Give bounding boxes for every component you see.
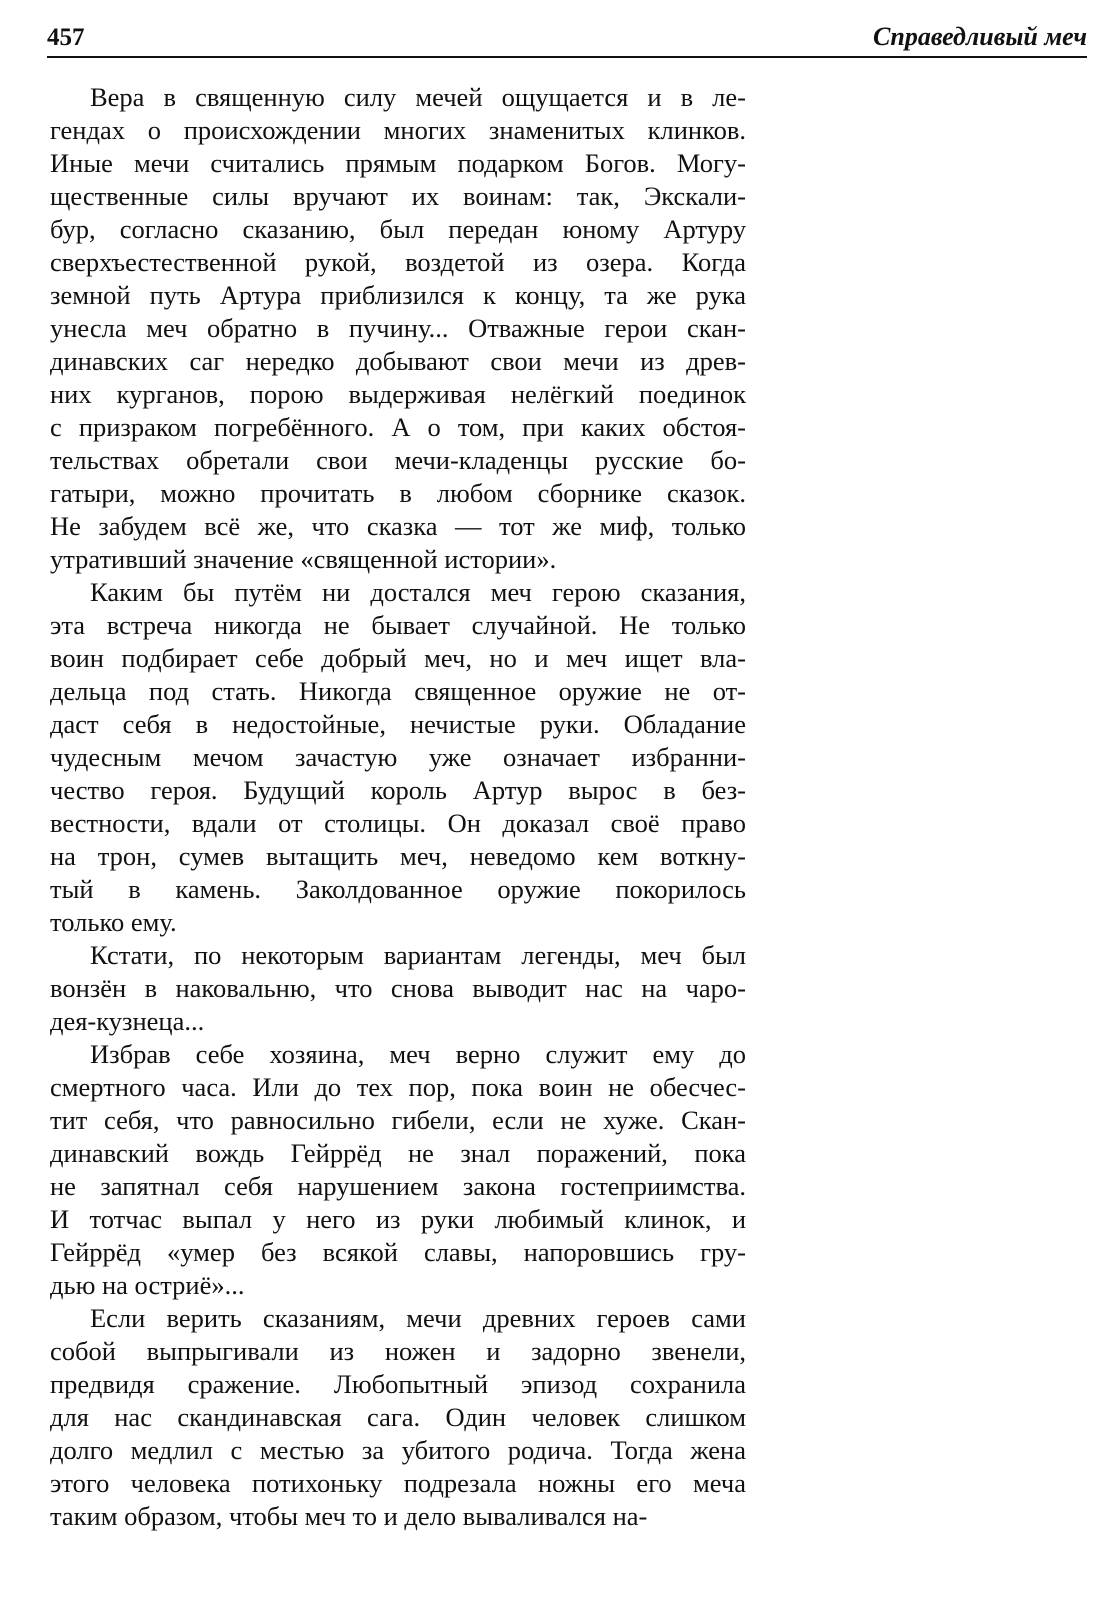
- text-line: воин подбирает себе добрый меч, но и меч ищет вла-: [50, 643, 746, 673]
- text-line: унесла меч обратно в пучину... Отважные герои скан-: [50, 313, 746, 343]
- text-line: предвидя сражение. Любопытный эпизод сохранила: [50, 1369, 746, 1399]
- text-line: Гейррёд «умер без всякой славы, напоровшись гру-: [50, 1237, 746, 1267]
- text-line: дея-кузнеца...: [50, 1006, 205, 1036]
- text-line: Вера в священную силу мечей ощущается и в ле-: [90, 82, 746, 112]
- text-line: на трон, сумев вытащить меч, неведомо кем воткну-: [50, 841, 746, 871]
- text-line: чество героя. Будущий король Артур вырос в без-: [50, 775, 746, 805]
- text-line: долго медлил с местью за убитого родича. Тогда жена: [50, 1435, 746, 1465]
- page-header: [47, 14, 1087, 58]
- text-line: собой выпрыгивали из ножен и задорно звенели,: [50, 1336, 746, 1366]
- text-line: бур, согласно сказанию, был передан юному Артуру: [50, 214, 746, 244]
- body-text: [50, 81, 746, 1533]
- text-line: для нас скандинавская сага. Один человек слишком: [50, 1402, 746, 1432]
- text-line: утративший значение «священной истории».: [50, 544, 557, 574]
- text-line: Кстати, по некоторым вариантам легенды, меч был: [90, 940, 746, 970]
- paragraph: [50, 576, 746, 939]
- text-line: только ему.: [50, 907, 177, 937]
- text-line: чудесным мечом зачастую уже означает избранни-: [50, 742, 746, 772]
- text-line: Каким бы путём ни достался меч герою сказания,: [90, 577, 746, 607]
- text-line: эта встреча никогда не бывает случайной. Не только: [50, 610, 746, 640]
- text-line: тый в камень. Заколдованное оружие покорилось: [50, 874, 746, 904]
- text-line: гатыри, можно прочитать в любом сборнике сказок.: [50, 478, 746, 508]
- paragraph: [50, 81, 746, 576]
- text-line: вонзён в наковальню, что снова выводит нас на чаро-: [50, 973, 746, 1003]
- text-line: Избрав себе хозяина, меч верно служит ему до: [90, 1039, 746, 1069]
- text-line: них курганов, порою выдерживая нелёгкий поединок: [50, 379, 746, 409]
- text-line: этого человека потихоньку подрезала ножны его меча: [50, 1468, 746, 1498]
- text-line: Иные мечи считались прямым подарком Богов. Могу-: [50, 148, 746, 178]
- text-line: таким образом, чтобы меч то и дело вываливался на-: [50, 1501, 648, 1531]
- text-line: дельца под стать. Никогда священное оружие не от-: [50, 676, 746, 706]
- paragraph: [50, 939, 746, 1038]
- text-line: тит себя, что равносильно гибели, если не хуже. Скан-: [50, 1105, 746, 1135]
- paragraph: [50, 1302, 746, 1533]
- page-number: 457: [47, 24, 85, 51]
- text-line: динавский вождь Гейррёд не знал поражений, пока: [50, 1138, 746, 1168]
- paragraph: [50, 1038, 746, 1302]
- text-line: не запятнал себя нарушением закона гостеприимства.: [50, 1171, 746, 1201]
- text-line: земной путь Артура приблизился к концу, та же рука: [50, 280, 746, 310]
- text-line: И тотчас выпал у него из руки любимый клинок, и: [50, 1204, 746, 1234]
- text-line: щественные силы вручают их воинам: так, Экскали-: [50, 181, 746, 211]
- text-line: Если верить сказаниям, мечи древних героев сами: [90, 1303, 746, 1333]
- text-line: сверхъестественной рукой, воздетой из озера. Когда: [50, 247, 746, 277]
- text-line: вестности, вдали от столицы. Он доказал своё право: [50, 808, 746, 838]
- text-line: смертного часа. Или до тех пор, пока воин не обесчес-: [50, 1072, 746, 1102]
- text-line: Не забудем всё же, что сказка — тот же миф, только: [50, 511, 746, 541]
- text-line: с призраком погребённого. А о том, при каких обстоя-: [50, 412, 746, 442]
- running-title: Справедливый меч: [873, 22, 1087, 51]
- text-line: дью на остриё»...: [50, 1270, 245, 1300]
- text-line: даст себя в недостойные, нечистые руки. Обладание: [50, 709, 746, 739]
- text-line: динавских саг нередко добывают свои мечи из древ-: [50, 346, 746, 376]
- text-line: тельствах обретали свои мечи-кладенцы русские бо-: [50, 445, 746, 475]
- text-line: гендах о происхождении многих знаменитых клинков.: [50, 115, 746, 145]
